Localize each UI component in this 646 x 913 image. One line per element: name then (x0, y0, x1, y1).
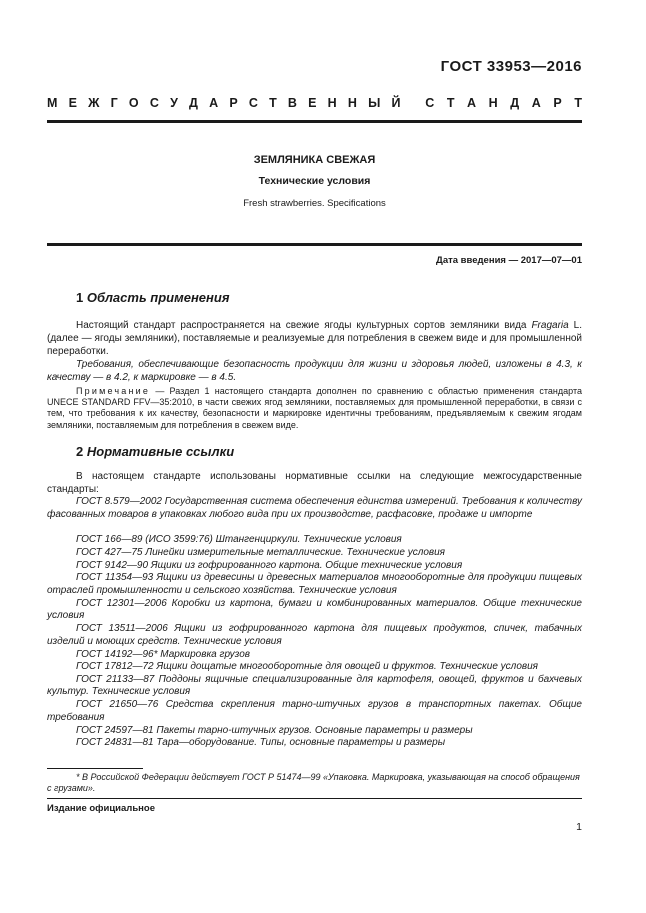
header-letter: М (47, 96, 58, 110)
standard-title: ЗЕМЛЯНИКА СВЕЖАЯ (253, 154, 376, 166)
header-letter: Т (446, 96, 455, 110)
standard-subtitle: Технические условия (258, 175, 371, 187)
section-2-intro: В настоящем стандарте использованы нормативные ссылки на следующие межгосударственные стандарты: (47, 471, 582, 495)
reference-item: ГОСТ 11354—93 Ящики из древесины и древесных материалов многооборотные для продукции пищевых отраслей промышленности и сельского хозяйства. Технические условия (47, 572, 582, 596)
footnote: * В Российской Федерации действует ГОСТ Р 51474—99 «Упаковка. Маркировка, указывающая на способ обращения с грузами». (47, 772, 580, 794)
reference-item: ГОСТ 12301—2006 Коробки из картона, бумаги и комбинированных материалов. Общие технические условия (47, 597, 582, 622)
reference-item: ГОСТ 13511—2006 Ящики из гофрированного картона для пищевых продуктов, спичек, табачных изделий и моющих средств. Технические условия (47, 623, 582, 647)
page-number: 1 (576, 821, 582, 833)
header-letter: Н (347, 96, 357, 110)
header-letter: Т (574, 96, 582, 110)
reference-item: ГОСТ 14192—96* Маркировка грузов (76, 648, 250, 660)
header-letter: А (467, 96, 477, 110)
header-letter: Ы (368, 96, 381, 110)
header-band-word-2 (425, 96, 582, 110)
header-band (47, 96, 582, 110)
header-letter: А (209, 96, 219, 110)
header-band-word-1 (47, 96, 401, 110)
header-letter: В (287, 96, 297, 110)
section-2-number: 2 (76, 444, 84, 459)
standard-english-title: Fresh strawberries. Specifications (243, 198, 386, 209)
header-letter: Ж (88, 96, 100, 110)
header-rule (47, 120, 582, 123)
footer-rule (47, 798, 582, 799)
section-1-paragraph-1 (47, 319, 582, 358)
gost-number: ГОСТ 33953—2016 (440, 58, 582, 75)
header-letter: Р (553, 96, 562, 110)
note-label: Примечание (76, 386, 151, 396)
header-letter: Н (488, 96, 498, 110)
reference-item: ГОСТ 8.579—2002 Государственная система обеспечения единства измерений. Требования к количеству фасованных товаров в упаковках любого вида при их производстве, расфасовке, продаже и импорте (47, 496, 582, 520)
header-letter: Р (229, 96, 238, 110)
header-letter: Е (68, 96, 77, 110)
section-2-name: Нормативные ссылки (86, 444, 235, 459)
header-letter: С (248, 96, 258, 110)
header-letter: Н (327, 96, 337, 110)
section-2-heading (76, 444, 234, 459)
title-rule (47, 243, 582, 246)
footnote-rule (47, 768, 143, 769)
header-letter: С (425, 96, 435, 110)
header-letter: Д (510, 96, 520, 110)
official-edition-label: Издание официальное (47, 803, 155, 814)
header-letter: А (531, 96, 541, 110)
reference-item: ГОСТ 9142—90 Ящики из гофрированного картона. Общие технические условия (76, 559, 463, 571)
section-1-heading (76, 290, 230, 305)
section-1-paragraph-2: Требования, обеспечивающие безопасность продукции для жизни и здоровья людей, изложены в 4.3, к качеству — в 4.2, к маркировке — в 4.5. (47, 359, 582, 383)
header-letter: С (149, 96, 159, 110)
section-1-number: 1 (76, 290, 84, 305)
reference-item: ГОСТ 24831—81 Тара—оборудование. Типы, основные параметры и размеры (76, 737, 446, 748)
note-text: — Раздел 1 настоящего стандарта дополнен по сравнению с областью применения стандарта UNECE STANDARD FFV—35:2010, в части свежих ягод земляники, поставляемых для промышленной переработки, в связи с тем, что требования к их качеству, безопасности и маркировке идентичны требованиям, предъявляемым к свежим ягодам земляники, поставляемым для потребления в свежем виде. (47, 386, 582, 430)
introduction-date: Дата введения — 2017—07—01 (436, 255, 582, 266)
section-1-note (47, 386, 582, 431)
p1-species: Fragaria (531, 320, 569, 331)
header-letter: О (128, 96, 139, 110)
p1-text-b: L. (далее — ягоды земляники), поставляемые и реализуемые для потребления в свежем виде и для промышленной переработки. (47, 320, 582, 357)
reference-item: ГОСТ 21650—76 Средства скрепления тарно-штучных грузов в транспортных пакетах. Общие требования (47, 699, 582, 723)
header-letter: У (170, 96, 178, 110)
header-letter: Д (189, 96, 198, 110)
reference-item: ГОСТ 17812—72 Ящики дощатые многооборотные для овощей и фруктов. Технические условия (76, 661, 538, 672)
reference-item: ГОСТ 21133—87 Поддоны ящичные специализированные для картофеля, овощей, фруктов и бахчевых культур. Технические условия (47, 673, 582, 698)
header-letter: Е (308, 96, 317, 110)
p1-text-a: Настоящий стандарт распространяется на свежие ягоды культурных сортов земляники вида (76, 320, 532, 331)
section-1-name: Область применения (86, 290, 230, 305)
header-letter: Й (391, 96, 401, 110)
header-letter: Г (110, 96, 118, 110)
reference-item: ГОСТ 427—75 Линейки измерительные металлические. Технические условия (76, 547, 446, 558)
reference-item: ГОСТ 24597—81 Пакеты тарно-штучных грузов. Основные параметры и размеры (76, 724, 473, 736)
reference-item: ГОСТ 166—89 (ИСО 3599:76) Штангенциркули. Технические условия (76, 534, 402, 545)
header-letter: Т (269, 96, 277, 110)
